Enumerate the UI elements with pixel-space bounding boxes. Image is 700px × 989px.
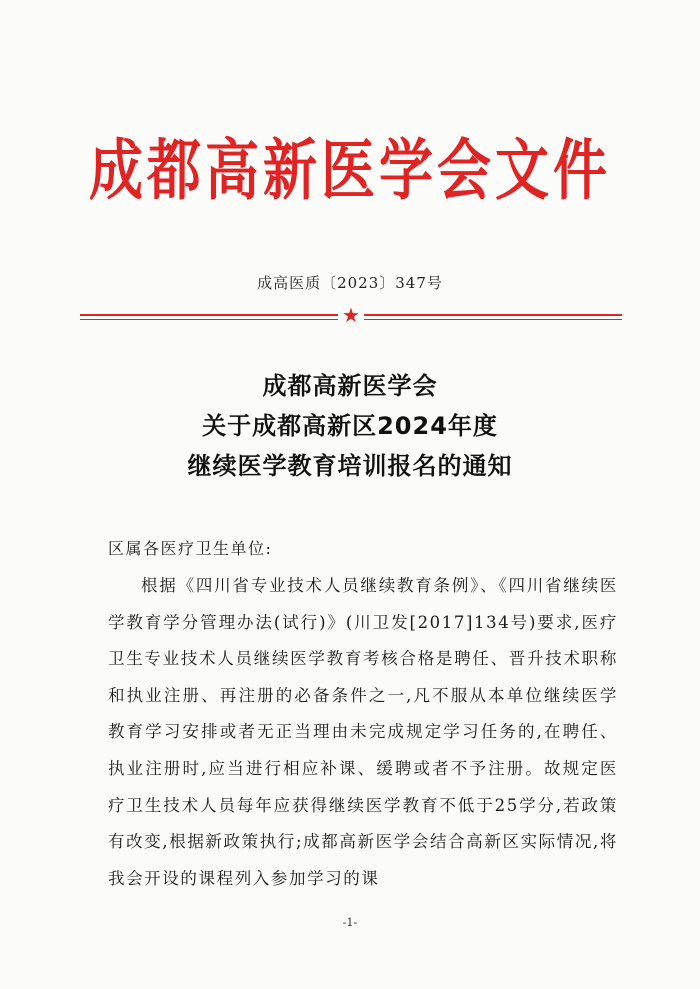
notice-title-line-2: 关于成都高新区2024年度 [202,412,498,440]
body-paragraph: 根据《四川省专业技术人员继续教育条例》、《四川省继续医学教育学分管理办法(试行)》(川卫发[2017]134号)要求,医疗卫生专业技术人员继续医学教育考核合格是聘任、晋升技术职称和执业注册、再注册的必备条件之一,凡不服从本单位继续医学教育学习安排或者无正当理由未完成规定学习任务的,在聘任、执业注册时,应当进行相应补课、缓聘或者不予注册。故规定医疗卫生技术人员每年应获得继续医学教育不低于25学分,若政策有改变,根据新政策执行;成都高新医学会结合高新区实际情况,将我会开设的课程列入参加学习的课 [108,576,618,888]
salutation: 区属各医疗卫生单位: [108,539,273,558]
divider-right-thin-line [364,319,622,320]
document-number: 成高医质〔2023〕347号 [257,274,443,292]
notice-title-line-1: 成都高新医学会 [262,372,438,400]
divider-right-line [364,314,622,316]
divider-left-line [80,314,338,316]
notice-title-line-3: 继续医学教育培训报名的通知 [187,452,513,480]
notice-title [0,366,700,486]
star-icon: ★ [342,303,360,327]
page-number: -1- [342,916,358,929]
org-document-heading: 成都高新医学会文件 [89,131,611,209]
divider-left-thin-line [80,319,338,320]
